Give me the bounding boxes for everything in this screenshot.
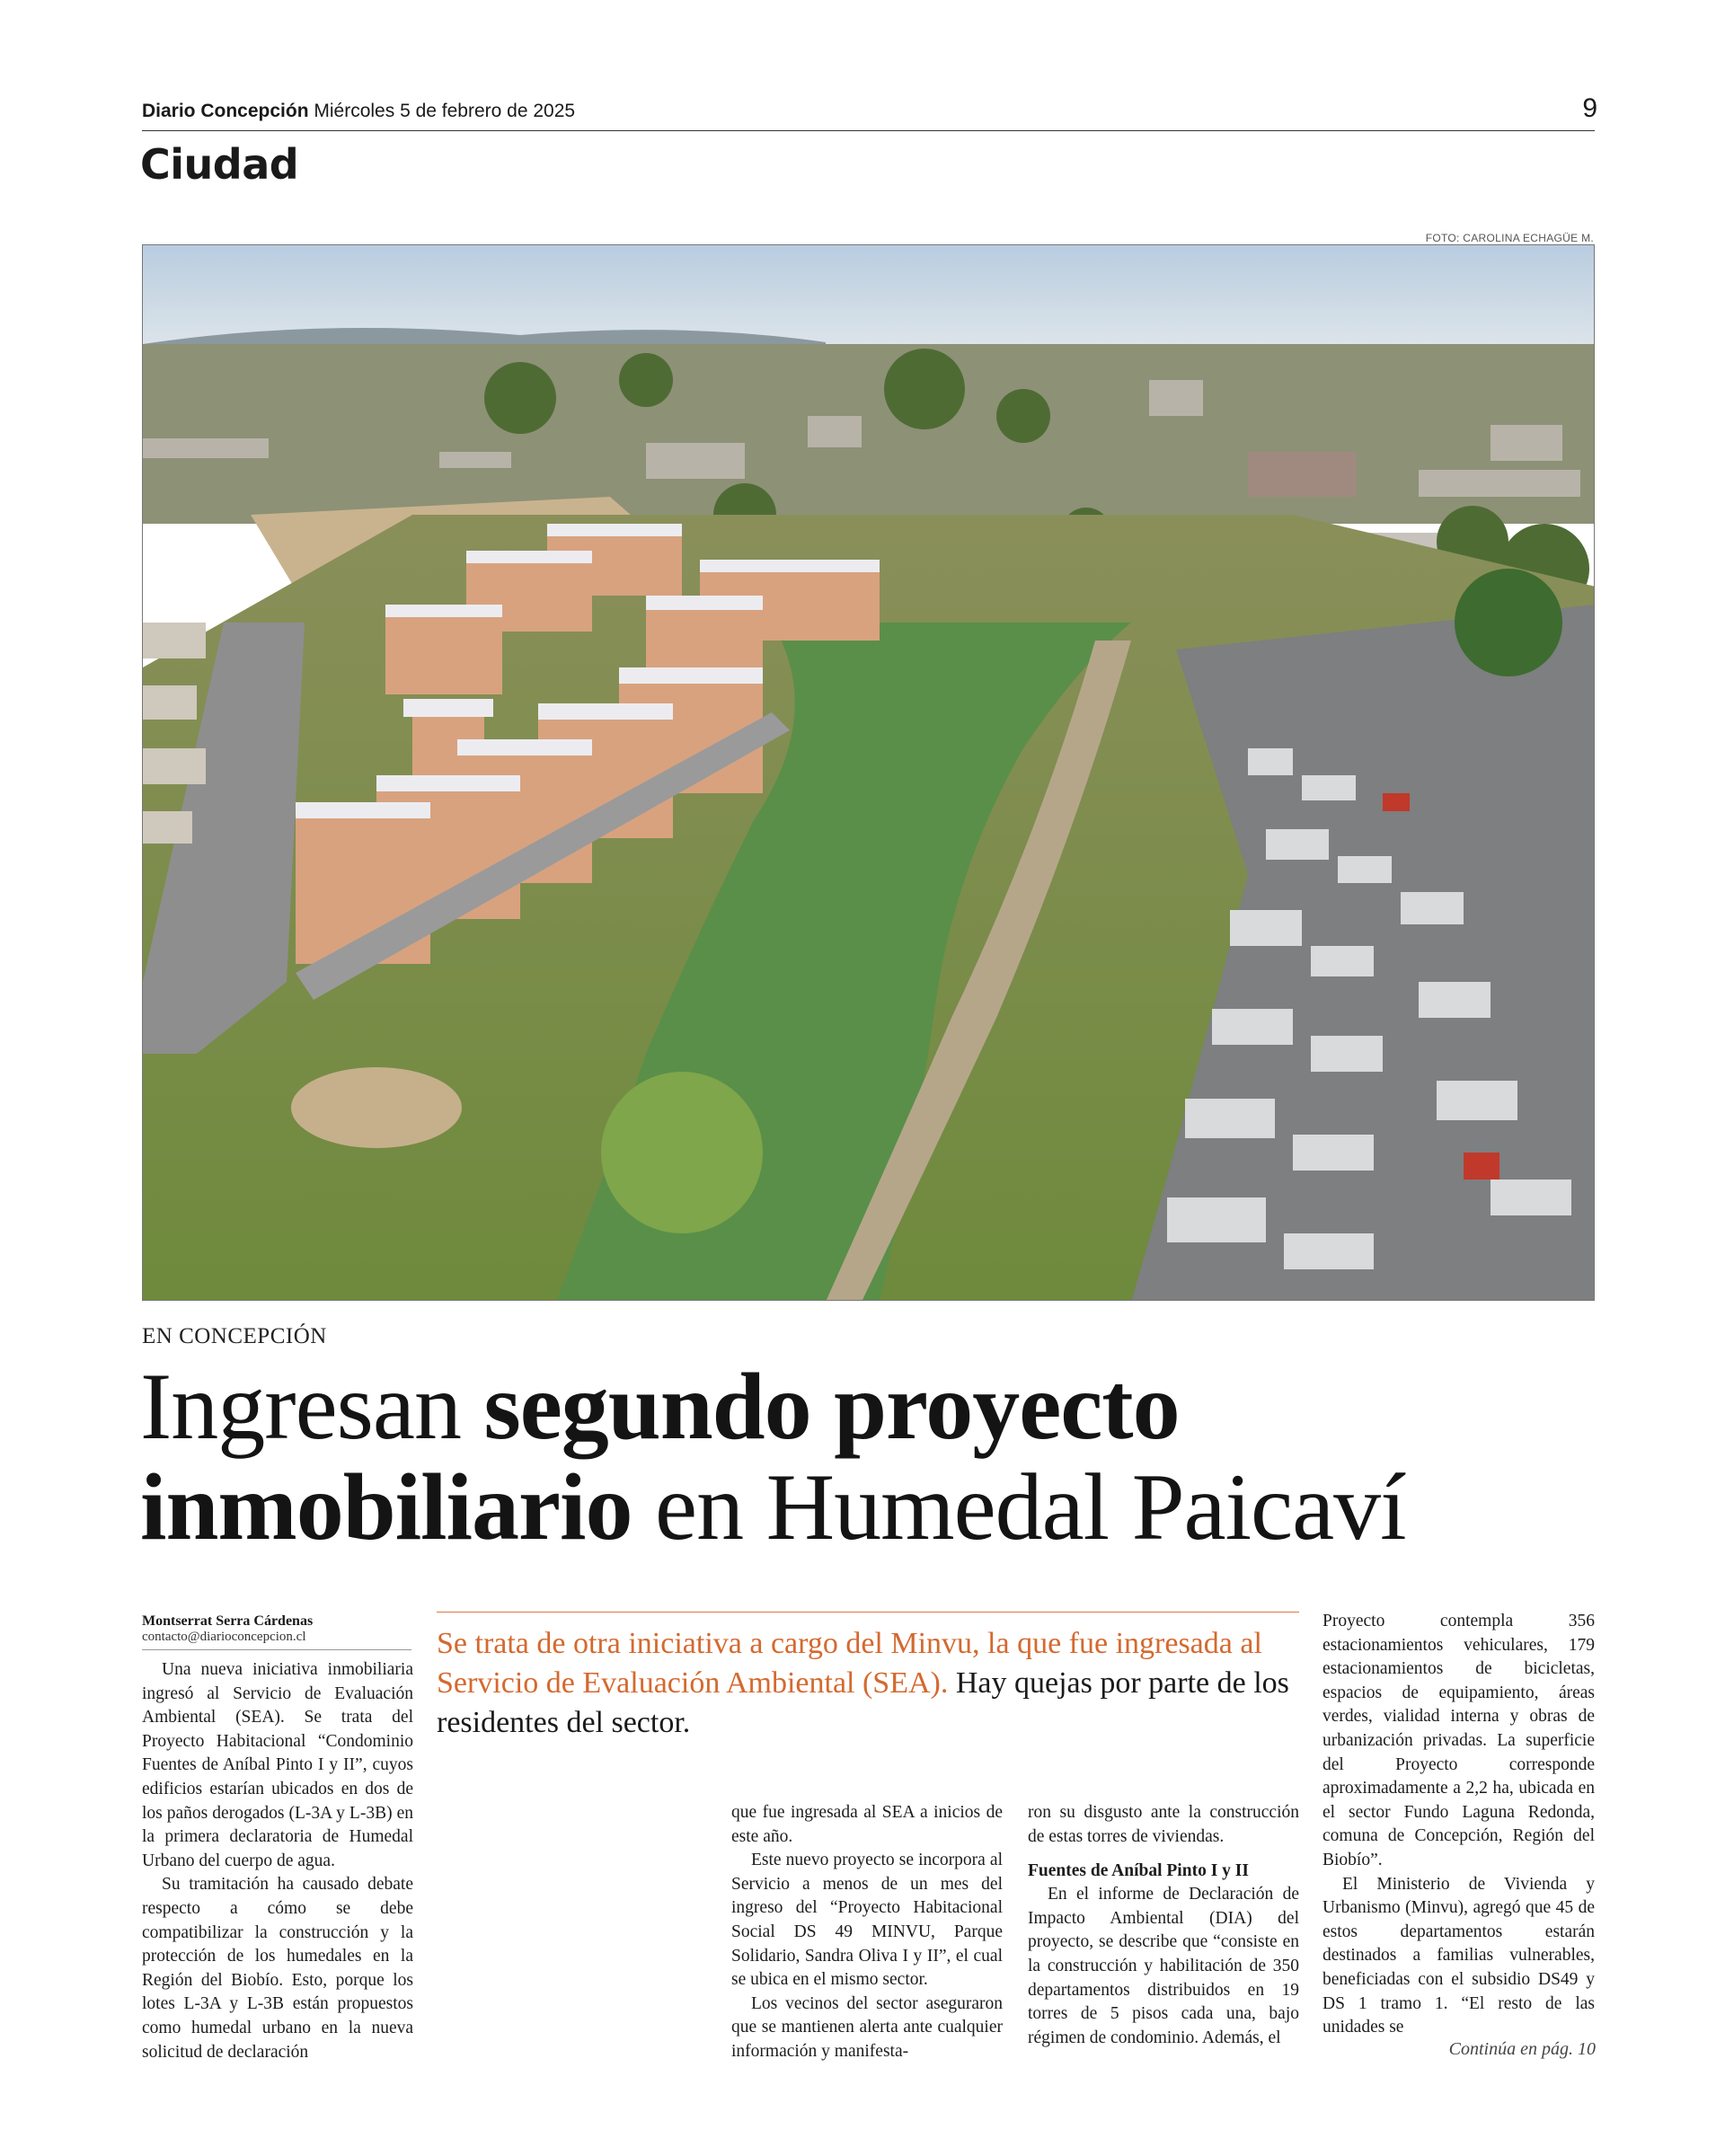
deck [437,1624,1299,1743]
column-2 [731,1801,1003,2064]
continue-link[interactable]: Continúa en pág. 10 [1448,2039,1596,2059]
paragraph: Los vecinos del sector aseguraron que se mantienen alerta ante cualquier información y manifesta- [731,1993,1003,2061]
tree-cluster [1455,569,1562,676]
subheading: Fuentes de Aníbal Pinto I y II [1028,1861,1249,1881]
paragraph: Este nuevo proyecto se incorpora al Servicio a menos de un mes del ingreso del “Proyecto Habitacional Social DS 49 MINVU, Parque Solidario, Sandra Oliva I y II”, el cual se ubica en el mismo sector. [731,1851,1003,1990]
column-1 [142,1658,413,2064]
section-title: Ciudad [140,140,299,189]
issue-date: Miércoles 5 de febrero de 2025 [314,101,576,121]
paragraph: Proyecto contempla 356 estacionamientos vehiculares, 179 estacionamientos de bicicletas, espacios de equipamiento, áreas verdes, vialidad interna y obras de urbanización privadas. La superficie del Proyecto corresponde aproximadamente a 2,2 ha, ubicada en el sector Fundo Laguna Redonda, comuna de Concepción, Región del Biobío”. [1322,1612,1595,1869]
paragraph: ron su disgusto ante la construcción de estas torres de viviendas. [1028,1803,1299,1846]
willow-tree [601,1072,763,1233]
aerial-photo-illustration [143,245,1595,1301]
headline-part1: Ingresan [140,1354,484,1459]
author-email[interactable]: contacto@diarioconcepcion.cl [142,1630,306,1644]
headline-part2: segundo proyecto [483,1354,1180,1459]
headline-part3: inmobiliario [140,1454,632,1560]
column-3 [1028,1801,1299,2050]
deck-rule [437,1612,1299,1613]
byline: Montserrat Serra Cárdenas [142,1613,314,1629]
paragraph: Su tramitación ha causado debate respecto a cómo se debe compatibilizar la construcción y la protección de los humedales en la Región del Biobío. Esto, porque los lotes L-3A y L-3B están propuestos como humedal urbano en la nueva solicitud de declaración [142,1875,413,2062]
paragraph: En el informe de Declaración de Impacto Ambiental (DIA) del proyecto, se describe que “consiste en la construcción y habilitación de 350 departamentos distribuidos en 19 torres de 5 pisos cada una, bajo régimen de condominio. Además, el [1028,1885,1299,2047]
city-background [143,344,1595,524]
page-number: 9 [1582,93,1597,123]
paragraph: Una nueva iniciativa inmobiliaria ingresó al Servicio de Evaluación Ambiental (SEA). Se trata del Proyecto Habitacional “Condominio Fuentes de Aníbal Pinto I y II”, cuyos edificios estarían ubicados en dos de los paños derogados (L-3A y L-3B) en la primera declaratoria de Humedal Urbano del cuerpo de agua. [142,1660,413,1870]
aerial-photo [142,244,1595,1301]
headline-part4: en Humedal Paicaví [632,1454,1406,1560]
round-plaza [291,1067,462,1148]
column-4 [1322,1610,1595,2040]
deck-rest: Hay quejas por parte de los residentes del sector. [437,1666,1289,1739]
photo-credit: FOTO: CAROLINA ECHAGÜE M. [1425,232,1594,244]
kicker: EN CONCEPCIÓN [142,1324,327,1348]
paragraph: El Ministerio de Vivienda y Urbanismo (Minvu), agregó que 45 de estos departamentos estarán destinados a familias vulnerables, beneficiadas con el subsidio DS49 y DS 1 tramo 1. “El resto de las unidades se [1322,1874,1595,2037]
paragraph: que fue ingresada al SEA a inicios de este año. [731,1803,1003,1846]
deck-highlight: Se trata de otra iniciativa a cargo del Minvu, la que fue ingresada al Servicio de Evaluación Ambiental (SEA). [437,1627,1262,1700]
masthead [142,101,575,122]
newspaper-name: Diario Concepción [142,101,309,121]
headline [140,1356,1406,1558]
byline-rule [142,1649,411,1650]
header-rule [142,130,1595,131]
